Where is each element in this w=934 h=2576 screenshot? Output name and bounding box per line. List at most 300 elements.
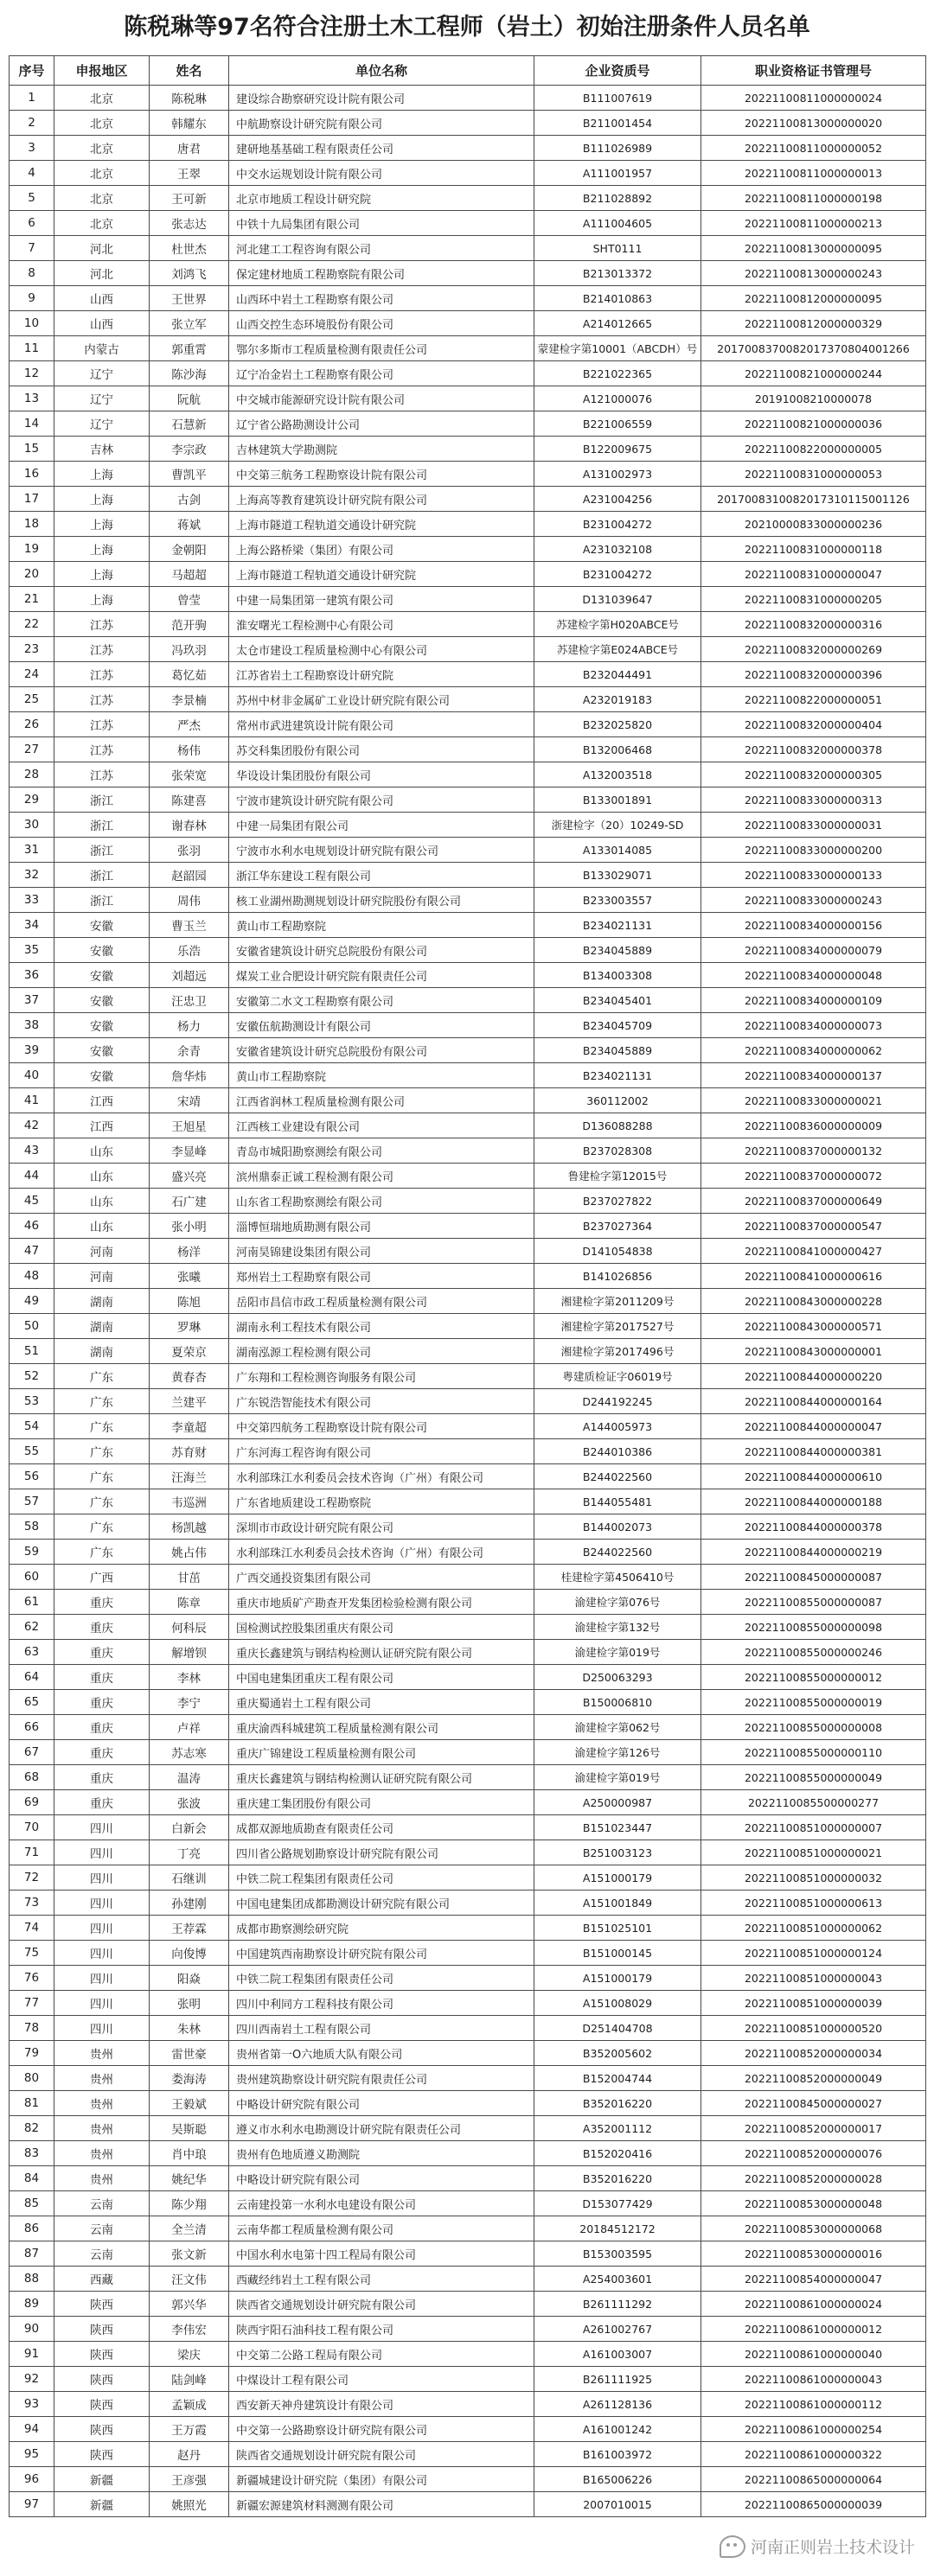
- cell-qualification: B151023447: [534, 1815, 701, 1840]
- header-name: 姓名: [150, 56, 229, 86]
- cell-unit: 河南昊锦建设集团有限公司: [229, 1239, 534, 1264]
- cell-unit: 北京市地质工程设计研究院: [229, 186, 534, 211]
- table-row: [10, 1540, 926, 1565]
- cell-unit: 深圳市市政设计研究院有限公司: [229, 1514, 534, 1540]
- cell-certificate: 20221100853000000048: [701, 2191, 926, 2216]
- cell-certificate: 20221100833000000021: [701, 1088, 926, 1113]
- cell-region: 重庆: [54, 1640, 150, 1665]
- cell-region: 山东: [54, 1214, 150, 1239]
- cell-region: 河北: [54, 261, 150, 286]
- cell-certificate: 20221100851000000021: [701, 1840, 926, 1865]
- cell-name: 唐君: [150, 136, 229, 161]
- table-row: [10, 1815, 926, 1840]
- cell-certificate: 20221100812000000095: [701, 286, 926, 311]
- cell-name: 余青: [150, 1038, 229, 1063]
- cell-name: 汪文伟: [150, 2267, 229, 2292]
- table-row: [10, 1138, 926, 1164]
- cell-region: 浙江: [54, 813, 150, 838]
- table-row: [10, 1264, 926, 1289]
- cell-qualification: B261111292: [534, 2292, 701, 2317]
- table-row: [10, 1715, 926, 1740]
- cell-qualification: A111001957: [534, 161, 701, 186]
- cell-index: 50: [10, 1314, 54, 1339]
- table-row: [10, 512, 926, 537]
- cell-name: 王万霞: [150, 2417, 229, 2442]
- table-row: [10, 1840, 926, 1865]
- cell-certificate: 20221100836000000009: [701, 1113, 926, 1138]
- watermark-text: 河南正则岩土技术设计: [750, 2538, 915, 2557]
- cell-certificate: 20221100861000000040: [701, 2342, 926, 2367]
- cell-index: 11: [10, 336, 54, 361]
- table-row: [10, 612, 926, 637]
- cell-unit: 山东省工程勘察测绘有限公司: [229, 1189, 534, 1214]
- cell-name: 盛兴亮: [150, 1164, 229, 1189]
- cell-qualification: 湘建检字第2011209号: [534, 1289, 701, 1314]
- cell-unit: 上海公路桥梁（集团）有限公司: [229, 537, 534, 562]
- cell-unit: 河北建工工程咨询有限公司: [229, 236, 534, 261]
- cell-name: 严杰: [150, 712, 229, 737]
- cell-unit: 中交第二公路工程局有限公司: [229, 2342, 534, 2367]
- cell-region: 四川: [54, 1991, 150, 2016]
- cell-index: 38: [10, 1013, 54, 1038]
- table-row: [10, 2492, 926, 2517]
- cell-region: 安徽: [54, 913, 150, 938]
- cell-name: 陈税琳: [150, 86, 229, 111]
- cell-certificate: 20221100837000000072: [701, 1164, 926, 1189]
- cell-index: 47: [10, 1239, 54, 1264]
- cell-name: 郭兴华: [150, 2292, 229, 2317]
- cell-region: 贵州: [54, 2091, 150, 2116]
- cell-certificate: 20221100852000000034: [701, 2041, 926, 2066]
- cell-index: 3: [10, 136, 54, 161]
- cell-qualification: B234021131: [534, 1063, 701, 1088]
- cell-qualification: A231032108: [534, 537, 701, 562]
- cell-qualification: B244010386: [534, 1439, 701, 1464]
- table-row: [10, 1289, 926, 1314]
- cell-name: 全兰清: [150, 2216, 229, 2241]
- table-row: [10, 2216, 926, 2241]
- cell-qualification: B234045889: [534, 938, 701, 963]
- cell-region: 陕西: [54, 2292, 150, 2317]
- table-row: [10, 813, 926, 838]
- cell-unit: 宁波市建筑设计研究院有限公司: [229, 787, 534, 813]
- cell-qualification: A161001242: [534, 2417, 701, 2442]
- table-row: [10, 111, 926, 136]
- cell-certificate: 20191008210000078: [701, 386, 926, 411]
- cell-unit: 广西交通投资集团有限公司: [229, 1565, 534, 1590]
- cell-certificate: 20221100811000000024: [701, 86, 926, 111]
- cell-name: 韩耀东: [150, 111, 229, 136]
- cell-qualification: 20184512172: [534, 2216, 701, 2241]
- cell-certificate: 20221100834000000137: [701, 1063, 926, 1088]
- cell-region: 西藏: [54, 2267, 150, 2292]
- cell-index: 14: [10, 411, 54, 437]
- table-row: [10, 2467, 926, 2492]
- cell-unit: 安徽伍航勘测设计有限公司: [229, 1013, 534, 1038]
- cell-certificate: 20221100833000000200: [701, 838, 926, 863]
- cell-name: 詹华炜: [150, 1063, 229, 1088]
- cell-index: 41: [10, 1088, 54, 1113]
- cell-certificate: 20221100832000000269: [701, 637, 926, 662]
- cell-name: 石继训: [150, 1865, 229, 1891]
- cell-name: 李显峰: [150, 1138, 229, 1164]
- cell-certificate: 20221100851000000007: [701, 1815, 926, 1840]
- table-row: [10, 537, 926, 562]
- table-row: [10, 1565, 926, 1590]
- table-row: [10, 762, 926, 787]
- cell-name: 李童超: [150, 1414, 229, 1439]
- cell-qualification: A111004605: [534, 211, 701, 236]
- cell-index: 83: [10, 2141, 54, 2166]
- cell-qualification: B234045709: [534, 1013, 701, 1038]
- cell-unit: 吉林建筑大学勘测院: [229, 437, 534, 462]
- cell-certificate: 20221100844000000220: [701, 1364, 926, 1389]
- cell-certificate: 20221100844000000378: [701, 1514, 926, 1540]
- cell-name: 宋靖: [150, 1088, 229, 1113]
- cell-unit: 重庆广锦建设工程质量检测有限公司: [229, 1740, 534, 1765]
- table-row: [10, 1088, 926, 1113]
- cell-unit: 重庆长鑫建筑与钢结构检测认证研究院有限公司: [229, 1640, 534, 1665]
- cell-unit: 宁波市水利水电规划设计研究院有限公司: [229, 838, 534, 863]
- cell-index: 33: [10, 888, 54, 913]
- cell-index: 35: [10, 938, 54, 963]
- cell-region: 浙江: [54, 863, 150, 888]
- cell-certificate: 20221100851000000043: [701, 1966, 926, 1991]
- cell-name: 梁庆: [150, 2342, 229, 2367]
- cell-certificate: 20221100837000000547: [701, 1214, 926, 1239]
- cell-index: 72: [10, 1865, 54, 1891]
- cell-name: 肖中琅: [150, 2141, 229, 2166]
- table-row: [10, 2292, 926, 2317]
- cell-qualification: B234045401: [534, 988, 701, 1013]
- cell-qualification: B151025101: [534, 1916, 701, 1941]
- cell-unit: 山西交控生态环境股份有限公司: [229, 311, 534, 336]
- cell-unit: 成都市勘察测绘研究院: [229, 1916, 534, 1941]
- header-unit: 单位名称: [229, 56, 534, 86]
- cell-qualification: A133014085: [534, 838, 701, 863]
- cell-certificate: 20221100811000000198: [701, 186, 926, 211]
- cell-region: 上海: [54, 587, 150, 612]
- cell-qualification: D153077429: [534, 2191, 701, 2216]
- cell-region: 江苏: [54, 712, 150, 737]
- cell-certificate: 20221100851000000520: [701, 2016, 926, 2041]
- cell-region: 上海: [54, 512, 150, 537]
- cell-qualification: 2007010015: [534, 2492, 701, 2517]
- table-row: [10, 437, 926, 462]
- cell-certificate: 20221100855000000087: [701, 1590, 926, 1615]
- cell-certificate: 20221100844000000164: [701, 1389, 926, 1414]
- table-row: [10, 863, 926, 888]
- cell-certificate: 2022110085500000277: [701, 1790, 926, 1815]
- cell-certificate: 20221100834000000062: [701, 1038, 926, 1063]
- cell-certificate: 20221100834000000048: [701, 963, 926, 988]
- cell-region: 山西: [54, 286, 150, 311]
- cell-unit: 广东翔和工程检测咨询服务有限公司: [229, 1364, 534, 1389]
- cell-name: 卢祥: [150, 1715, 229, 1740]
- cell-unit: 上海高等教育建筑设计研究院有限公司: [229, 487, 534, 512]
- cell-qualification: A144005973: [534, 1414, 701, 1439]
- cell-region: 重庆: [54, 1740, 150, 1765]
- cell-unit: 重庆蜀通岩土工程有限公司: [229, 1690, 534, 1715]
- cell-certificate: 20221100841000000427: [701, 1239, 926, 1264]
- cell-name: 李林: [150, 1665, 229, 1690]
- table-row: [10, 737, 926, 762]
- cell-certificate: 20221100811000000013: [701, 161, 926, 186]
- cell-unit: 上海市隧道工程轨道交通设计研究院: [229, 562, 534, 587]
- cell-region: 安徽: [54, 963, 150, 988]
- cell-region: 江苏: [54, 662, 150, 687]
- cell-unit: 中国水利水电第十四工程局有限公司: [229, 2241, 534, 2267]
- cell-region: 北京: [54, 186, 150, 211]
- cell-qualification: B237027364: [534, 1214, 701, 1239]
- cell-name: 汪忠卫: [150, 988, 229, 1013]
- cell-qualification: A231004256: [534, 487, 701, 512]
- cell-name: 张荣宽: [150, 762, 229, 787]
- cell-name: 韦巡洲: [150, 1489, 229, 1514]
- cell-region: 四川: [54, 1916, 150, 1941]
- cell-unit: 湖南泓源工程检测有限公司: [229, 1339, 534, 1364]
- cell-qualification: B134003308: [534, 963, 701, 988]
- cell-region: 湖南: [54, 1314, 150, 1339]
- cell-name: 曹凯平: [150, 462, 229, 487]
- cell-index: 10: [10, 311, 54, 336]
- table-row: [10, 1916, 926, 1941]
- cell-index: 95: [10, 2442, 54, 2467]
- cell-index: 94: [10, 2417, 54, 2442]
- cell-qualification: A151000179: [534, 1865, 701, 1891]
- cell-index: 20: [10, 562, 54, 587]
- cell-certificate: 20221100844000000381: [701, 1439, 926, 1464]
- cell-unit: 保定建材地质工程勘察院有限公司: [229, 261, 534, 286]
- table-row: [10, 1414, 926, 1439]
- cell-index: 30: [10, 813, 54, 838]
- table-row: [10, 236, 926, 261]
- cell-qualification: B144055481: [534, 1489, 701, 1514]
- cell-qualification: A151008029: [534, 1991, 701, 2016]
- cell-name: 陈建喜: [150, 787, 229, 813]
- cell-region: 江苏: [54, 762, 150, 787]
- cell-name: 王彦强: [150, 2467, 229, 2492]
- cell-region: 安徽: [54, 988, 150, 1013]
- cell-name: 陈沙海: [150, 361, 229, 386]
- cell-qualification: A261002767: [534, 2317, 701, 2342]
- cell-unit: 中建一局集团第一建筑有限公司: [229, 587, 534, 612]
- cell-index: 6: [10, 211, 54, 236]
- cell-unit: 核工业湖州勘测规划设计研究院股份有限公司: [229, 888, 534, 913]
- cell-unit: 中国电建集团重庆工程有限公司: [229, 1665, 534, 1690]
- table-row: [10, 2417, 926, 2442]
- cell-region: 陕西: [54, 2317, 150, 2342]
- cell-unit: 苏交科集团股份有限公司: [229, 737, 534, 762]
- table-row: [10, 1941, 926, 1966]
- table-row: [10, 988, 926, 1013]
- cell-name: 杨洋: [150, 1239, 229, 1264]
- cell-certificate: 20221100845000000027: [701, 2091, 926, 2116]
- cell-certificate: 20221100855000000012: [701, 1665, 926, 1690]
- cell-qualification: B150006810: [534, 1690, 701, 1715]
- table-row: [10, 336, 926, 361]
- cell-unit: 青岛市城阳勘察测绘有限公司: [229, 1138, 534, 1164]
- cell-index: 22: [10, 612, 54, 637]
- cell-region: 辽宁: [54, 411, 150, 437]
- cell-certificate: 20221100813000000243: [701, 261, 926, 286]
- cell-name: 雷世豪: [150, 2041, 229, 2066]
- cell-region: 江西: [54, 1113, 150, 1138]
- cell-certificate: 20221100852000000028: [701, 2166, 926, 2191]
- cell-index: 44: [10, 1164, 54, 1189]
- table-row: [10, 2091, 926, 2116]
- cell-qualification: B152020416: [534, 2141, 701, 2166]
- cell-certificate: 20221100812000000329: [701, 311, 926, 336]
- cell-qualification: 湘建检字第2017527号: [534, 1314, 701, 1339]
- cell-region: 广东: [54, 1514, 150, 1540]
- cell-certificate: 20221100852000000017: [701, 2116, 926, 2141]
- cell-qualification: B352016220: [534, 2091, 701, 2116]
- cell-name: 李景楠: [150, 687, 229, 712]
- cell-index: 56: [10, 1464, 54, 1489]
- cell-qualification: A254003601: [534, 2267, 701, 2292]
- cell-index: 81: [10, 2091, 54, 2116]
- cell-unit: 中略设计研究院有限公司: [229, 2166, 534, 2191]
- cell-index: 55: [10, 1439, 54, 1464]
- cell-certificate: 20221100851000000062: [701, 1916, 926, 1941]
- cell-index: 36: [10, 963, 54, 988]
- cell-region: 云南: [54, 2216, 150, 2241]
- cell-unit: 辽宁省公路勘测设计公司: [229, 411, 534, 437]
- cell-certificate: 20221100851000000124: [701, 1941, 926, 1966]
- cell-name: 蒋斌: [150, 512, 229, 537]
- cell-certificate: 20221100852000000076: [701, 2141, 926, 2166]
- table-row: [10, 487, 926, 512]
- table-row: [10, 2116, 926, 2141]
- header-certificate: 职业资格证书管理号: [701, 56, 926, 86]
- cell-name: 杨伟: [150, 737, 229, 762]
- cell-unit: 四川西南岩土工程有限公司: [229, 2016, 534, 2041]
- table-row: [10, 1239, 926, 1264]
- cell-unit: 贵州省第一O六地质大队有限公司: [229, 2041, 534, 2066]
- cell-index: 4: [10, 161, 54, 186]
- table-row: [10, 2016, 926, 2041]
- cell-region: 山东: [54, 1189, 150, 1214]
- cell-index: 12: [10, 361, 54, 386]
- cell-region: 陕西: [54, 2342, 150, 2367]
- cell-index: 18: [10, 512, 54, 537]
- cell-certificate: 20221100837000000132: [701, 1138, 926, 1164]
- cell-name: 金朝阳: [150, 537, 229, 562]
- cell-qualification: B141026856: [534, 1264, 701, 1289]
- table-row: [10, 286, 926, 311]
- cell-index: 80: [10, 2066, 54, 2091]
- cell-unit: 华设设计集团股份有限公司: [229, 762, 534, 787]
- cell-qualification: 粤建质检证字06019号: [534, 1364, 701, 1389]
- cell-name: 王荐霖: [150, 1916, 229, 1941]
- cell-index: 9: [10, 286, 54, 311]
- cell-index: 31: [10, 838, 54, 863]
- cell-index: 63: [10, 1640, 54, 1665]
- cell-name: 葛忆茹: [150, 662, 229, 687]
- cell-index: 8: [10, 261, 54, 286]
- cell-region: 重庆: [54, 1690, 150, 1715]
- cell-region: 陕西: [54, 2417, 150, 2442]
- cell-qualification: B133029071: [534, 863, 701, 888]
- cell-index: 24: [10, 662, 54, 687]
- cell-name: 孙建刚: [150, 1891, 229, 1916]
- cell-index: 85: [10, 2191, 54, 2216]
- table-row: [10, 1489, 926, 1514]
- cell-unit: 安徽第二水文工程勘察有限公司: [229, 988, 534, 1013]
- cell-qualification: B133001891: [534, 787, 701, 813]
- cell-name: 陈章: [150, 1590, 229, 1615]
- cell-qualification: A261128136: [534, 2392, 701, 2417]
- cell-region: 四川: [54, 1840, 150, 1865]
- cell-name: 王世界: [150, 286, 229, 311]
- cell-qualification: B213013372: [534, 261, 701, 286]
- cell-certificate: 2017008370082017370804001266: [701, 336, 926, 361]
- cell-certificate: 20221100861000000043: [701, 2367, 926, 2392]
- cell-name: 罗琳: [150, 1314, 229, 1339]
- cell-name: 石慧新: [150, 411, 229, 437]
- cell-qualification: B165006226: [534, 2467, 701, 2492]
- cell-unit: 中交第一公路勘察设计研究院有限公司: [229, 2417, 534, 2442]
- cell-unit: 重庆长鑫建筑与钢结构检测认证研究院有限公司: [229, 1765, 534, 1790]
- cell-unit: 黄山市工程勘察院: [229, 1063, 534, 1088]
- cell-certificate: 20221100844000000610: [701, 1464, 926, 1489]
- cell-certificate: 20221100834000000156: [701, 913, 926, 938]
- table-row: [10, 2442, 926, 2467]
- cell-certificate: 20221100831000000118: [701, 537, 926, 562]
- cell-index: 96: [10, 2467, 54, 2492]
- cell-certificate: 20221100831000000047: [701, 562, 926, 587]
- cell-qualification: B111007619: [534, 86, 701, 111]
- cell-region: 安徽: [54, 1038, 150, 1063]
- table-row: [10, 136, 926, 161]
- cell-qualification: 渝建检字第019号: [534, 1765, 701, 1790]
- cell-unit: 中交第四航务工程勘察设计院有限公司: [229, 1414, 534, 1439]
- cell-certificate: 20221100855000000008: [701, 1715, 926, 1740]
- cell-name: 白新会: [150, 1815, 229, 1840]
- cell-unit: 重庆渝西科城建筑工程质量检测有限公司: [229, 1715, 534, 1740]
- table-row: [10, 1966, 926, 1991]
- cell-index: 86: [10, 2216, 54, 2241]
- cell-name: 李伟宏: [150, 2317, 229, 2342]
- cell-certificate: 20221100855000000098: [701, 1615, 926, 1640]
- cell-qualification: 苏建检字第E024ABCE号: [534, 637, 701, 662]
- cell-qualification: D131039647: [534, 587, 701, 612]
- cell-qualification: D136088288: [534, 1113, 701, 1138]
- cell-qualification: B144002073: [534, 1514, 701, 1540]
- cell-qualification: 桂建检字第4506410号: [534, 1565, 701, 1590]
- cell-index: 65: [10, 1690, 54, 1715]
- cell-qualification: B233003557: [534, 888, 701, 913]
- cell-unit: 太仓市建设工程质量检测中心有限公司: [229, 637, 534, 662]
- table-row: [10, 1665, 926, 1690]
- cell-qualification: 蒙建检字第10001（ABCDH）号: [534, 336, 701, 361]
- cell-name: 黄春杏: [150, 1364, 229, 1389]
- cell-region: 内蒙古: [54, 336, 150, 361]
- cell-qualification: A132003518: [534, 762, 701, 787]
- table-row: [10, 1514, 926, 1540]
- table-row: [10, 2367, 926, 2392]
- cell-qualification: 浙建检字（20）10249-SD: [534, 813, 701, 838]
- cell-unit: 上海市隧道工程轨道交通设计研究院: [229, 512, 534, 537]
- cell-name: 冯玖羽: [150, 637, 229, 662]
- table-row: [10, 1865, 926, 1891]
- cell-region: 北京: [54, 86, 150, 111]
- cell-qualification: B211028892: [534, 186, 701, 211]
- cell-qualification: A250000987: [534, 1790, 701, 1815]
- cell-region: 湖南: [54, 1339, 150, 1364]
- page-title: 陈税琳等97名符合注册土木工程师（岩土）初始注册条件人员名单: [124, 14, 810, 41]
